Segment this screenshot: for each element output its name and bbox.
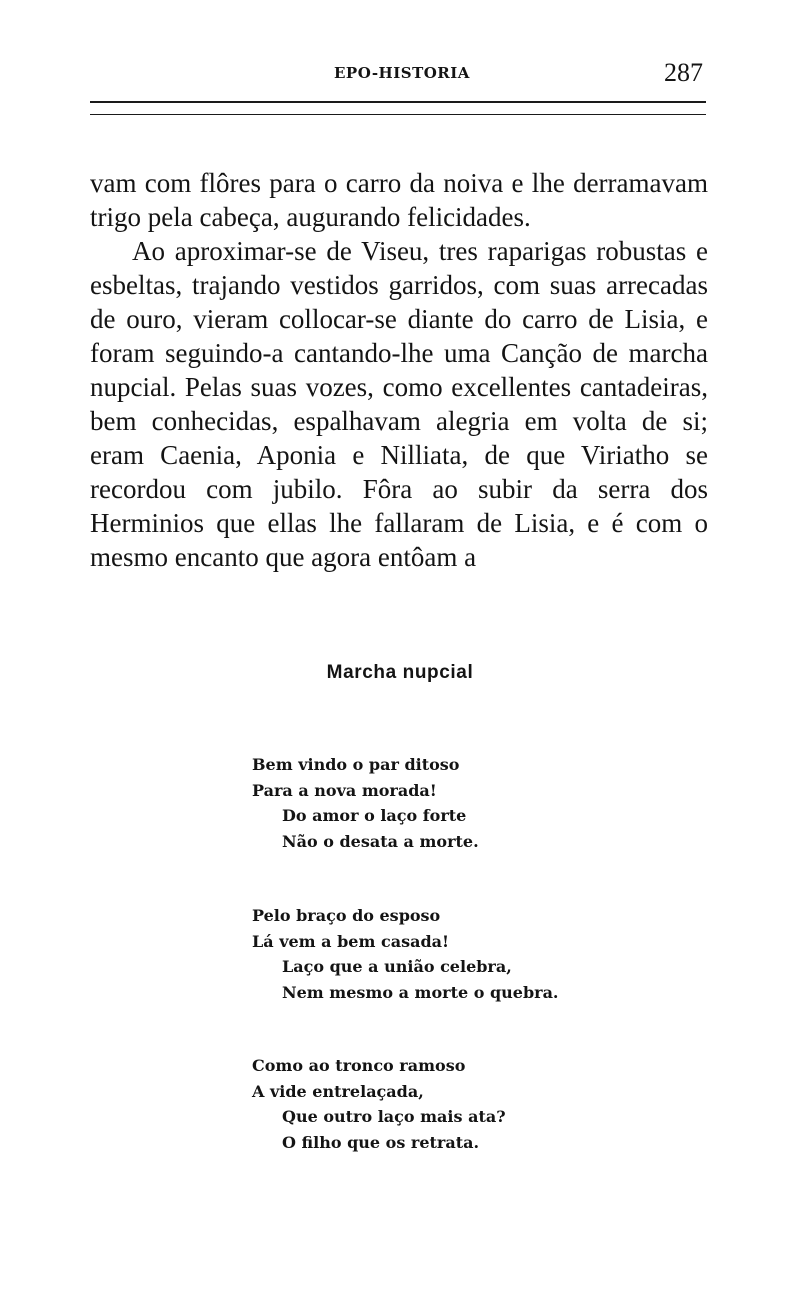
running-title: EPO-HISTORIA	[334, 64, 470, 82]
prose-body	[90, 166, 708, 574]
stanza	[252, 1053, 672, 1155]
stanza	[252, 752, 672, 854]
paragraph: vam com flôres para o carro da noiva e lhe derramavam trigo pela cabeça, augurando felicidades.	[90, 168, 708, 232]
poem-title: Marcha nupcial	[326, 662, 474, 683]
stanza	[252, 903, 672, 1005]
verse-line: Que outro laço mais ata?	[282, 1107, 506, 1126]
verse-line: Nem mesmo a morte o quebra.	[282, 982, 559, 1002]
verse-line: Do amor o laço forte	[282, 806, 467, 825]
verse-line: Bem vindo o par ditoso	[252, 755, 460, 774]
verse-line: Para a nova morada!	[252, 780, 437, 800]
verse-line: Pelo braço do esposo	[252, 906, 441, 925]
verse-line: Laço que a união celebra,	[282, 957, 512, 976]
header-rule-thin	[90, 114, 706, 115]
running-head	[0, 58, 800, 88]
verse-line: Como ao tronco ramoso	[252, 1056, 466, 1075]
verse-line: A vide entrelaçada,	[252, 1081, 424, 1101]
verse-line: O filho que os retrata.	[282, 1132, 480, 1152]
verse-line: Lá vem a bem casada!	[252, 931, 450, 951]
paragraph: Ao aproximar-se de Viseu, tres raparigas robustas e esbeltas, trajando vestidos garridos, com suas arrecadas de ouro, vieram collocar-se diante do carro de Lisia, e foram seguindo-a cantando-lhe uma Canção de marcha nupcial. Pelas suas vozes, como excellentes cantadeiras, bem conhecidas, espalhavam alegria em volta de si; eram Caenia, Aponia e Nilliata, de que Viriatho se recordou com jubilo. Fôra ao subir da serra dos Herminios que ellas lhe fallaram de Lisia, e é com o mesmo encanto que agora entôam a	[90, 236, 708, 572]
header-rule-thick	[90, 101, 706, 103]
verse-line: Não o desata a morte.	[282, 831, 479, 851]
page-number: 287	[664, 58, 703, 87]
